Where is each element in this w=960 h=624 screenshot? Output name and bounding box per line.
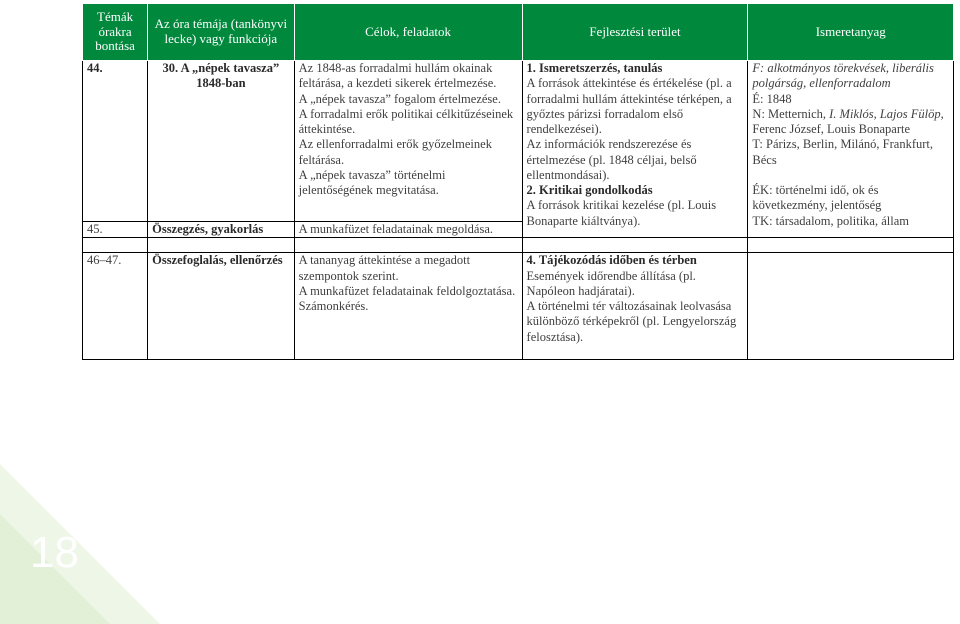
page-number: 18	[30, 528, 79, 577]
row2-topic: Összegzés, gyakorlás	[148, 222, 295, 238]
row3-knowledge	[748, 253, 954, 360]
goal-item: A „népek tavasza” fogalom értelmezése.	[298, 91, 501, 106]
table-row	[83, 253, 954, 360]
row1-development	[522, 61, 748, 238]
goal-item: A tananyag áttekintése a megadott szempontok szerint.	[298, 253, 471, 283]
corner-decoration	[0, 404, 220, 624]
row1-topic: 30. A „népek tavasza” 1848-ban	[148, 61, 295, 222]
dev-heading: 2. Kritikai gondolkodás	[526, 183, 653, 197]
names-prefix: N: Metternich,	[752, 106, 830, 121]
header-topic: Az óra témája (tankönyvi lecke) vagy funkciója	[148, 4, 295, 61]
names-italic: I. Miklós, Lajos Fülöp,	[829, 106, 944, 121]
knowledge-places: T: Párizs, Berlin, Milánó, Frankfurt, Bécs	[752, 137, 934, 167]
row1-knowledge	[748, 61, 954, 238]
lesson-plan-table	[82, 3, 954, 360]
row3-goals	[294, 253, 522, 360]
header-hours: Témák órakra bontása	[83, 4, 148, 61]
header-knowledge: Ismeretanyag	[748, 4, 954, 61]
dev-text: A történelmi tér változásainak leolvasása különböző térképekről (pl. Lengyelország felosztása).	[526, 299, 737, 344]
row3-hours: 46–47.	[83, 253, 148, 360]
dev-text: A források kritikai kezelése (pl. Louis Bonaparte kiáltványa).	[526, 198, 717, 228]
row3-development	[522, 253, 748, 360]
goal-item: A forradalmi erők politikai célkitűzéseinek áttekintése.	[298, 106, 514, 136]
knowledge-names	[752, 107, 949, 138]
header-development: Fejlesztési terület	[522, 4, 748, 61]
spacer-row	[83, 238, 954, 253]
dev-text: Események időrendbe állítása (pl. Napóleon hadjáratai).	[526, 268, 696, 298]
knowledge-spacer	[752, 168, 949, 183]
header-row	[83, 4, 954, 61]
knowledge-subject-concepts: TK: társadalom, politika, állam	[752, 213, 909, 228]
goal-item: A „népek tavasza” történelmi jelentőségének megvitatása.	[298, 167, 446, 197]
knowledge-concepts: F: alkotmányos törekvések, liberális polgárság, ellenforradalom	[752, 61, 934, 91]
goal-item: Az ellenforradalmi erők győzelmeinek feltárása.	[298, 137, 492, 167]
goal-item: Az 1848-as forradalmi hullám okainak feltárása, a kezdeti sikerek értelmezése.	[298, 61, 497, 91]
dev-heading: 4. Tájékozódás időben és térben	[526, 253, 697, 268]
goal-item: A munkafüzet feladatainak feldolgoztatása.	[298, 283, 516, 298]
header-goals: Célok, feladatok	[294, 4, 522, 61]
row2-hours: 45.	[83, 222, 148, 238]
knowledge-core-concepts: ÉK: történelmi idő, ok és következmény, jelentőség	[752, 183, 882, 213]
row2-goals: A munkafüzet feladatainak megoldása.	[294, 222, 522, 238]
row1-hours: 44.	[83, 61, 148, 222]
dev-heading: 1. Ismeretszerzés, tanulás	[526, 61, 663, 75]
names-rest: Ferenc József, Louis Bonaparte	[752, 122, 911, 136]
goal-item: Számonkérés.	[298, 299, 369, 313]
dev-text: Az információk rendszerezése és értelmezése (pl. 1848 céljai, belső ellentmondásai).	[526, 137, 697, 182]
table-row	[83, 61, 954, 222]
knowledge-dates: É: 1848	[752, 91, 792, 106]
dev-text: A források áttekintése és értékelése (pl. a forradalmi hullám áttekintése térképen, a győztes párizsi forradalom első rendelkezései).	[526, 76, 732, 136]
row3-topic: Összefoglalás, ellenőrzés	[148, 253, 295, 360]
row1-goals	[294, 61, 522, 222]
